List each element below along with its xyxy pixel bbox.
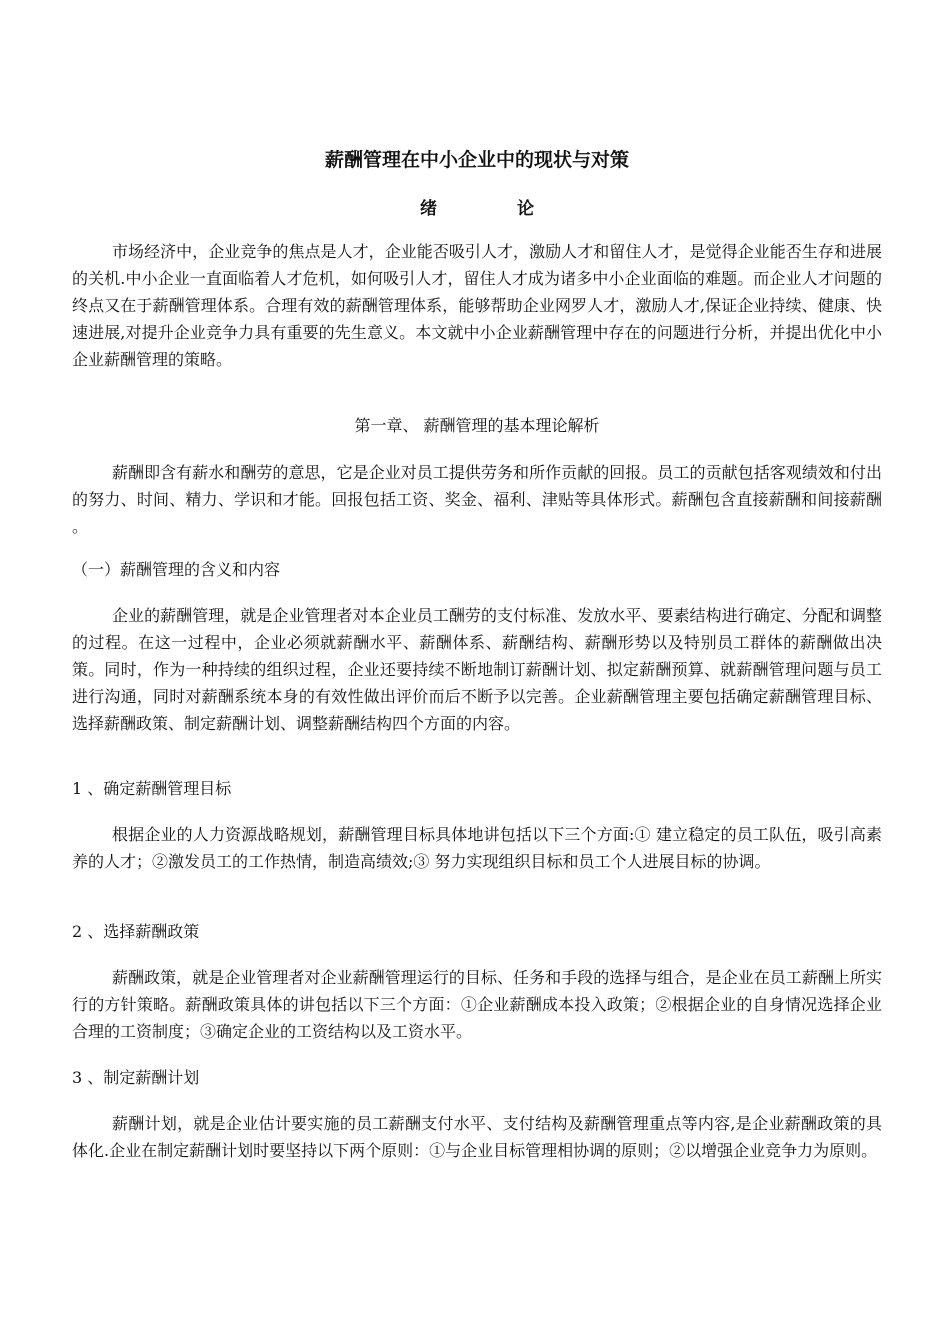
item3-paragraph: 薪酬计划，就是企业估计要实施的员工薪酬支付水平、支付结构及薪酬管理重点等内容,是企业薪酬政策的具体化.企业在制定薪酬计划时要坚持以下两个原则：①与企业目标管理相协调的原则；②以增强企业竞争力为原则。 [72, 1114, 882, 1160]
intro-heading: 绪论 [420, 199, 614, 219]
intro-paragraph: 市场经济中，企业竞争的焦点是人才，企业能否吸引人才，激励人才和留住人才，是觉得企业能否生存和进展的关机.中小企业一直面临着人才危机，如何吸引人才，留住人才成为诸多中小企业面临的难题。而企业人才问题的终点又在于薪酬管理体系。合理有效的薪酬管理体系，能够帮助企业网罗人才，激励人才,保证企业持续、健康、快速进展,对提升企业竞争力具有重要的先生意义。本文就中小企业薪酬管理中存在的问题进行分析，并提出优化中小企业薪酬管理的策略。 [72, 242, 882, 369]
item2-paragraph: 薪酬政策，就是企业管理者对企业薪酬管理运行的目标、任务和手段的选择与组合，是企业在员工薪酬上所实行的方针策略。薪酬政策具体的讲包括以下三个方面：①企业薪酬成本投入政策；②根据企业的自身情况选择企业合理的工资制度；③确定企业的工资结构以及工资水平。 [72, 968, 882, 1041]
chapter1-paragraph: 薪酬即含有薪水和酬劳的意思，它是企业对员工提供劳务和所作贡献的回报。员工的贡献包括客观绩效和付出的努力、时间、精力、学识和才能。回报包括工资、奖金、福利、津贴等具体形式。薪酬包含直接薪酬和间接薪酬 。 [72, 463, 882, 536]
section1-heading: （一）薪酬管理的含义和内容 [72, 560, 281, 579]
item1-heading: 1 、确定薪酬管理目标 [72, 779, 232, 798]
section1-paragraph: 企业的薪酬管理，就是企业管理者对本企业员工酬劳的支付标准、发放水平、要素结构进行确定、分配和调整的过程。在这一过程中，企业必须就薪酬水平、薪酬体系、薪酬结构、薪酬形势以及特别员工群体的薪酬做出决策。同时，作为一种持续的组织过程，企业还要持续不断地制订薪酬计划、拟定薪酬预算、就薪酬管理问题与员工进行沟通，同时对薪酬系统本身的有效性做出评价而后不断予以完善。企业薪酬管理主要包括确定薪酬管理目标、选择薪酬政策、制定薪酬计划、调整薪酬结构四个方面的内容。 [72, 606, 882, 733]
chapter1-heading: 第一章、 薪酬管理的基本理论解析 [354, 416, 600, 435]
item3-heading: 3 、制定薪酬计划 [72, 1068, 200, 1087]
item1-paragraph: 根据企业的人力资源战略规划，薪酬管理目标具体地讲包括以下三个方面:① 建立稳定的员工队伍，吸引高素养的人才；②激发员工的工作热情，制造高绩效;③ 努力实现组织目标和员工个人进展目标的协调。 [72, 825, 882, 871]
item2-heading: 2 、选择薪酬政策 [72, 922, 200, 941]
document-title: 薪酬管理在中小企业中的现状与对策 [324, 149, 629, 171]
